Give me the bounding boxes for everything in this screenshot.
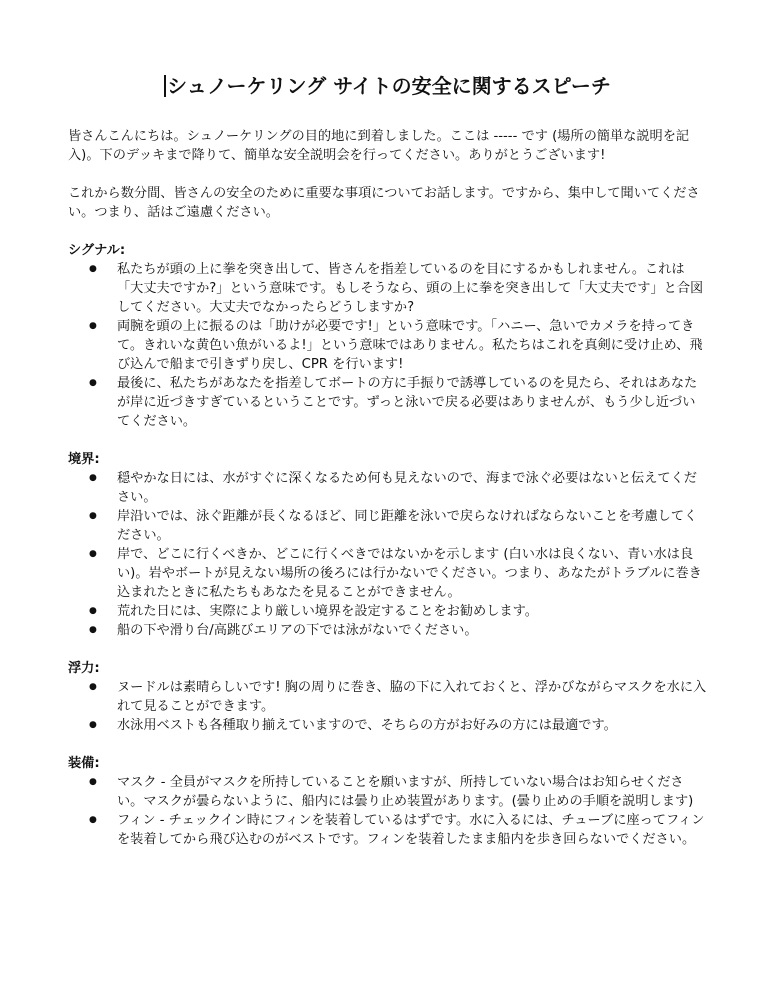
section-heading-equipment: 装備: [68,756,100,771]
document-title: シュノーケリング サイトの安全に関するスピーチ [167,74,611,98]
text-cursor [164,75,166,97]
intro-paragraph-1: 皆さんこんにちは。シュノーケリングの目的地に到着しました。ここは ----- です (場所の簡単な説明を記入)。下のデッキまで降りて、簡単な安全説明会を行ってください。ありがとうございます! [68,129,690,163]
signals-list [68,260,708,431]
list-item: ● フィン - チェックイン時にフィンを装着しているはずです。水に入るには、チューブに座ってフィンを装着してから飛び込むのがベストです。フィンを装着したまま船内を歩き回らないでください。 [68,811,708,849]
list-item: ● 両腕を頭の上に振るのは「助けが必要です!」という意味です。「ハニー、急いでカメラを持ってきて。きれいな黄色い魚がいるよ!」という意味ではありません。私たちはこれを真剣に受け止め、飛び込んで船まで引きずり戻し、CPR を行います! [68,317,708,374]
section-heading-buoyancy: 浮力: [68,661,100,676]
list-item: ● 最後に、私たちがあなたを指差してボートの方に手振りで誘導しているのを見たら、それはあなたが岸に近づきすぎているということです。ずっと泳いで戻る必要はありませんが、もう少し近づいてください。 [68,374,708,431]
list-item: ● 船の下や滑り台/高跳びエリアの下では泳がないでください。 [68,621,708,640]
spacer [68,165,708,184]
section-heading-signals: シグナル: [68,243,126,258]
list-item: ● 穏やかな日には、水がすぐに深くなるため何も見えないので、海まで泳ぐ必要はないと伝えてください。 [68,469,708,507]
document-body [68,127,708,849]
buoyancy-list [68,678,708,735]
list-item: ● 岸沿いでは、泳ぐ距離が長くなるほど、同じ距離を泳いで戻らなければならないことを考慮してください。 [68,507,708,545]
boundaries-list [68,469,708,640]
spacer [68,431,708,450]
section-heading-boundaries: 境界: [68,452,100,467]
intro-paragraph-2: これから数分間、皆さんの安全のために重要な事項についてお話します。ですから、集中して聞いてください。つまり、話はご遠慮ください。 [68,186,700,220]
list-item: ● 私たちが頭の上に拳を突き出して、皆さんを指差しているのを目にするかもしれません。これは「大丈夫ですか?」という意味です。もしそうなら、頭の上に拳を突き出して「大丈夫です」と合図してください。大丈夫でなかったらどうしますか? [68,260,708,317]
document-title-line [0,70,775,99]
list-item: ● マスク - 全員がマスクを所持していることを願いますが、所持していない場合はお知らせください。マスクが曇らないように、船内には曇り止め装置があります。(曇り止めの手順を説明します) [68,773,708,811]
spacer [68,735,708,754]
equipment-list [68,773,708,849]
list-item: ● 荒れた日には、実際により厳しい境界を設定することをお勧めします。 [68,602,708,621]
list-item: ● 岸で、どこに行くべきか、どこに行くべきではないかを示します (白い水は良くない、青い水は良い)。岩やボートが見えない場所の後ろには行かないでください。つまり、あなたがトラブルに巻き込まれたときに私たちもあなたを見ることができません。 [68,545,708,602]
list-item: ● ヌードルは素晴らしいです! 胸の周りに巻き、脇の下に入れておくと、浮かびながらマスクを水に入れて見ることができます。 [68,678,708,716]
spacer [68,640,708,659]
list-item: ● 水泳用ベストも各種取り揃えていますので、そちらの方がお好みの方には最適です。 [68,716,708,735]
spacer [68,222,708,241]
